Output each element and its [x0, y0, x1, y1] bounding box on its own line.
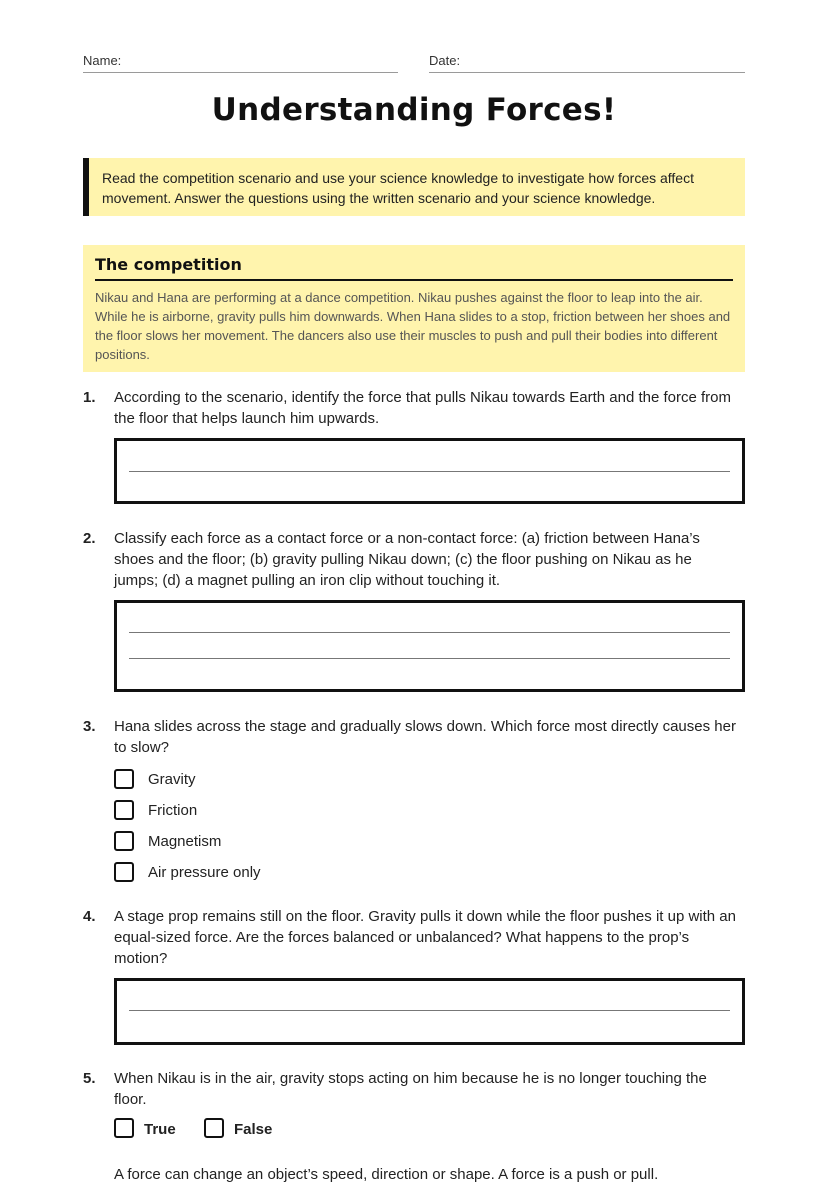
question-1: [83, 387, 745, 507]
question-text: Hana slides across the stage and gradually slows down. Which force most directly causes her to slow?: [114, 718, 736, 756]
question-number: 1.: [83, 389, 96, 406]
question-text: A stage prop remains still on the floor. Gravity pulls it down while the floor pushes it up with an equal-sized force. Are the forces balanced or unbalanced? What happens to the prop’s motion?: [114, 908, 736, 967]
option-label: Air pressure only: [148, 864, 261, 881]
answer-box[interactable]: [114, 600, 745, 692]
name-date-row: [83, 52, 745, 74]
question-number: 5.: [83, 1070, 96, 1087]
name-label: Name:: [83, 53, 122, 68]
scenario-title: The competition: [95, 255, 733, 281]
option-label: Friction: [148, 802, 198, 819]
date-label: Date:: [429, 53, 461, 68]
true-label: True: [144, 1121, 176, 1138]
question-3: [83, 716, 745, 888]
page-title: Understanding Forces!: [211, 92, 617, 128]
question-2: [83, 528, 745, 694]
name-field[interactable]: [83, 52, 398, 73]
answer-line: [129, 471, 730, 472]
question-text: According to the scenario, identify the force that pulls Nikau towards Earth and the force from the floor that helps launch him upwards.: [114, 389, 731, 427]
question-number: 2.: [83, 530, 96, 547]
false-label: False: [234, 1121, 273, 1138]
option-label: Gravity: [148, 771, 196, 788]
scenario-text: Nikau and Hana are performing at a dance competition. Nikau pushes against the floor to leap into the air. While he is airborne, gravity pulls him downwards. When Hana slides to a stop, friction between her shoes and the floor slows her movement. The dancers also use their muscles to push and pull their bodies into different positions.: [95, 290, 731, 362]
checkbox[interactable]: [114, 831, 134, 851]
checkbox[interactable]: [114, 1118, 134, 1138]
date-field[interactable]: [429, 52, 745, 73]
question-text: Classify each force as a contact force or a non-contact force: (a) friction between Hana’s shoes and the floor; (b) gravity pulling Nikau down; (c) the floor pushing on Nikau as he jumps; (d) a magnet pulling an iron clip without touching it.: [114, 530, 700, 589]
answer-line: [129, 632, 730, 633]
question-number: 4.: [83, 908, 96, 925]
question-5: [83, 1068, 745, 1144]
scenario-box: [83, 245, 745, 372]
checkbox[interactable]: [114, 862, 134, 882]
checkbox[interactable]: [114, 800, 134, 820]
checkbox[interactable]: [114, 769, 134, 789]
question-text: When Nikau is in the air, gravity stops acting on him because he is no longer touching the floor.: [114, 1070, 707, 1108]
answer-box[interactable]: [114, 978, 745, 1045]
answer-line: [129, 1010, 730, 1011]
answer-line: [129, 658, 730, 659]
intro-callout: Read the competition scenario and use your science knowledge to investigate how forces affect movement. Answer the questions using the written scenario and your science knowledge.: [83, 158, 745, 216]
checkbox[interactable]: [204, 1118, 224, 1138]
question-4: [83, 906, 745, 1046]
next-question-partial: A force can change an object’s speed, direction or shape. A force is a push or pull.: [114, 1166, 659, 1183]
question-number: 3.: [83, 718, 96, 735]
answer-box[interactable]: [114, 438, 745, 504]
option-label: Magnetism: [148, 833, 222, 850]
